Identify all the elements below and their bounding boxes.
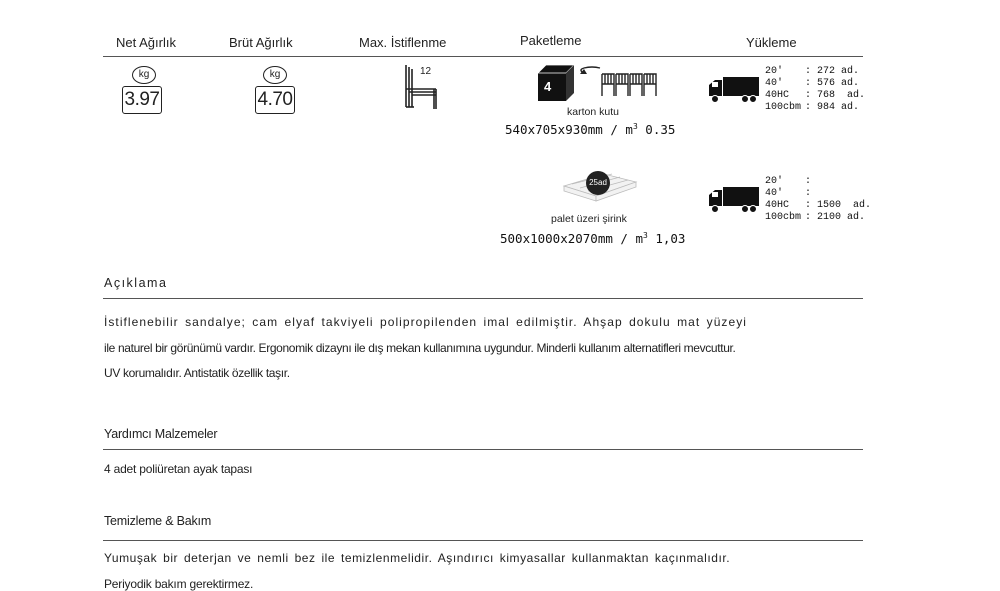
gross-weight-header: Brüt Ağırlık [229, 35, 293, 50]
loading-key: 40' [765, 78, 784, 89]
truck-icon [707, 75, 761, 105]
loading-value: : 1500 ad. [805, 200, 872, 211]
pallet-volume: 1,03 [647, 231, 686, 247]
loading-key: 40' [765, 188, 784, 199]
loading-key: 40HC [765, 90, 790, 101]
loading-value: : 272 ad. [805, 66, 860, 77]
loading-value: : 768 ad. [805, 90, 866, 101]
max-stacking-header: Max. İstiflenme [359, 35, 447, 50]
box-label: karton kutu [567, 106, 619, 118]
care-line-2: Periyodik bakım gerektirmez. [104, 577, 254, 591]
packaging-header: Paketleme [520, 33, 582, 48]
loading-value: : [805, 176, 812, 187]
loading-value: : 984 ad. [805, 102, 860, 113]
care-line-1: Yumuşak bir deterjan ve nemli bez ile temizlenmelidir. Aşındırıcı kimyasallar kullanmaktan kaçınmalıdır. [104, 551, 731, 565]
loading-row [765, 176, 871, 188]
box-quantity: 4 [544, 79, 552, 94]
chairs-group-icon [578, 66, 658, 102]
carton-box-icon [536, 63, 576, 103]
loading-row [765, 66, 865, 78]
loading-key: 40HC [765, 200, 790, 211]
pallet-volume-unit-exponent: 3 [643, 231, 648, 240]
loading-header: Yükleme [746, 35, 797, 50]
kg-icon: kg [263, 66, 287, 84]
description-title: Açıklama [104, 276, 168, 290]
loading-row [765, 212, 871, 224]
loading-key: 20' [765, 176, 784, 187]
pallet-loading-table [765, 176, 871, 224]
pallet-count-badge [586, 171, 610, 195]
accessories-text: 4 adet poliüretan ayak tapası [104, 462, 253, 476]
box-dimensions-text: 540x705x930mm / m [505, 122, 633, 138]
box-volume-unit-exponent: 3 [632, 122, 638, 131]
loading-key: 20' [765, 66, 784, 77]
loading-value: : 2100 ad. [805, 212, 866, 223]
description-line-1: İstiflenebilir sandalye; cam elyaf takviyeli polipropilenden imal edilmiştir. Ahşap dokulu mat yüzeyi [104, 315, 747, 329]
pallet-dimensions [500, 231, 685, 246]
loading-row [765, 102, 865, 114]
pallet-label: palet üzeri şirink [551, 213, 627, 225]
care-title: Temizleme & Bakım [104, 514, 212, 528]
loading-key: 100cbm [765, 102, 802, 113]
truck-icon [707, 185, 761, 215]
loading-value: : [805, 188, 812, 199]
loading-key: 100cbm [765, 212, 802, 223]
accessories-title: Yardımcı Malzemeler [104, 427, 218, 441]
net-weight-value: 3.97 [122, 86, 162, 114]
care-divider [103, 540, 863, 541]
pallet-badge-text: 25ad [589, 178, 607, 187]
description-divider [103, 298, 863, 299]
box-dimensions [505, 122, 675, 137]
loading-row [765, 78, 865, 90]
box-volume: 0.35 [637, 122, 676, 138]
header-divider [103, 56, 863, 57]
box-loading-table [765, 66, 865, 114]
accessories-divider [103, 449, 863, 450]
loading-row [765, 200, 871, 212]
description-line-2: ile naturel bir görünümü vardır. Ergonomik dizaynı ile dış mekan kullanımına uygundur. Minderli kullanım alternatifleri mevcuttur. [104, 341, 736, 355]
kg-icon: kg [132, 66, 156, 84]
gross-weight-value: 4.70 [255, 86, 295, 114]
stacking-count: 12 [420, 66, 432, 77]
description-line-3: UV korumalıdır. Antistatik özellik taşır. [104, 366, 290, 380]
loading-value: : 576 ad. [805, 78, 860, 89]
loading-row [765, 188, 871, 200]
net-weight-header: Net Ağırlık [116, 35, 176, 50]
pallet-dimensions-text: 500x1000x2070mm / m [500, 231, 643, 247]
loading-row [765, 90, 865, 102]
